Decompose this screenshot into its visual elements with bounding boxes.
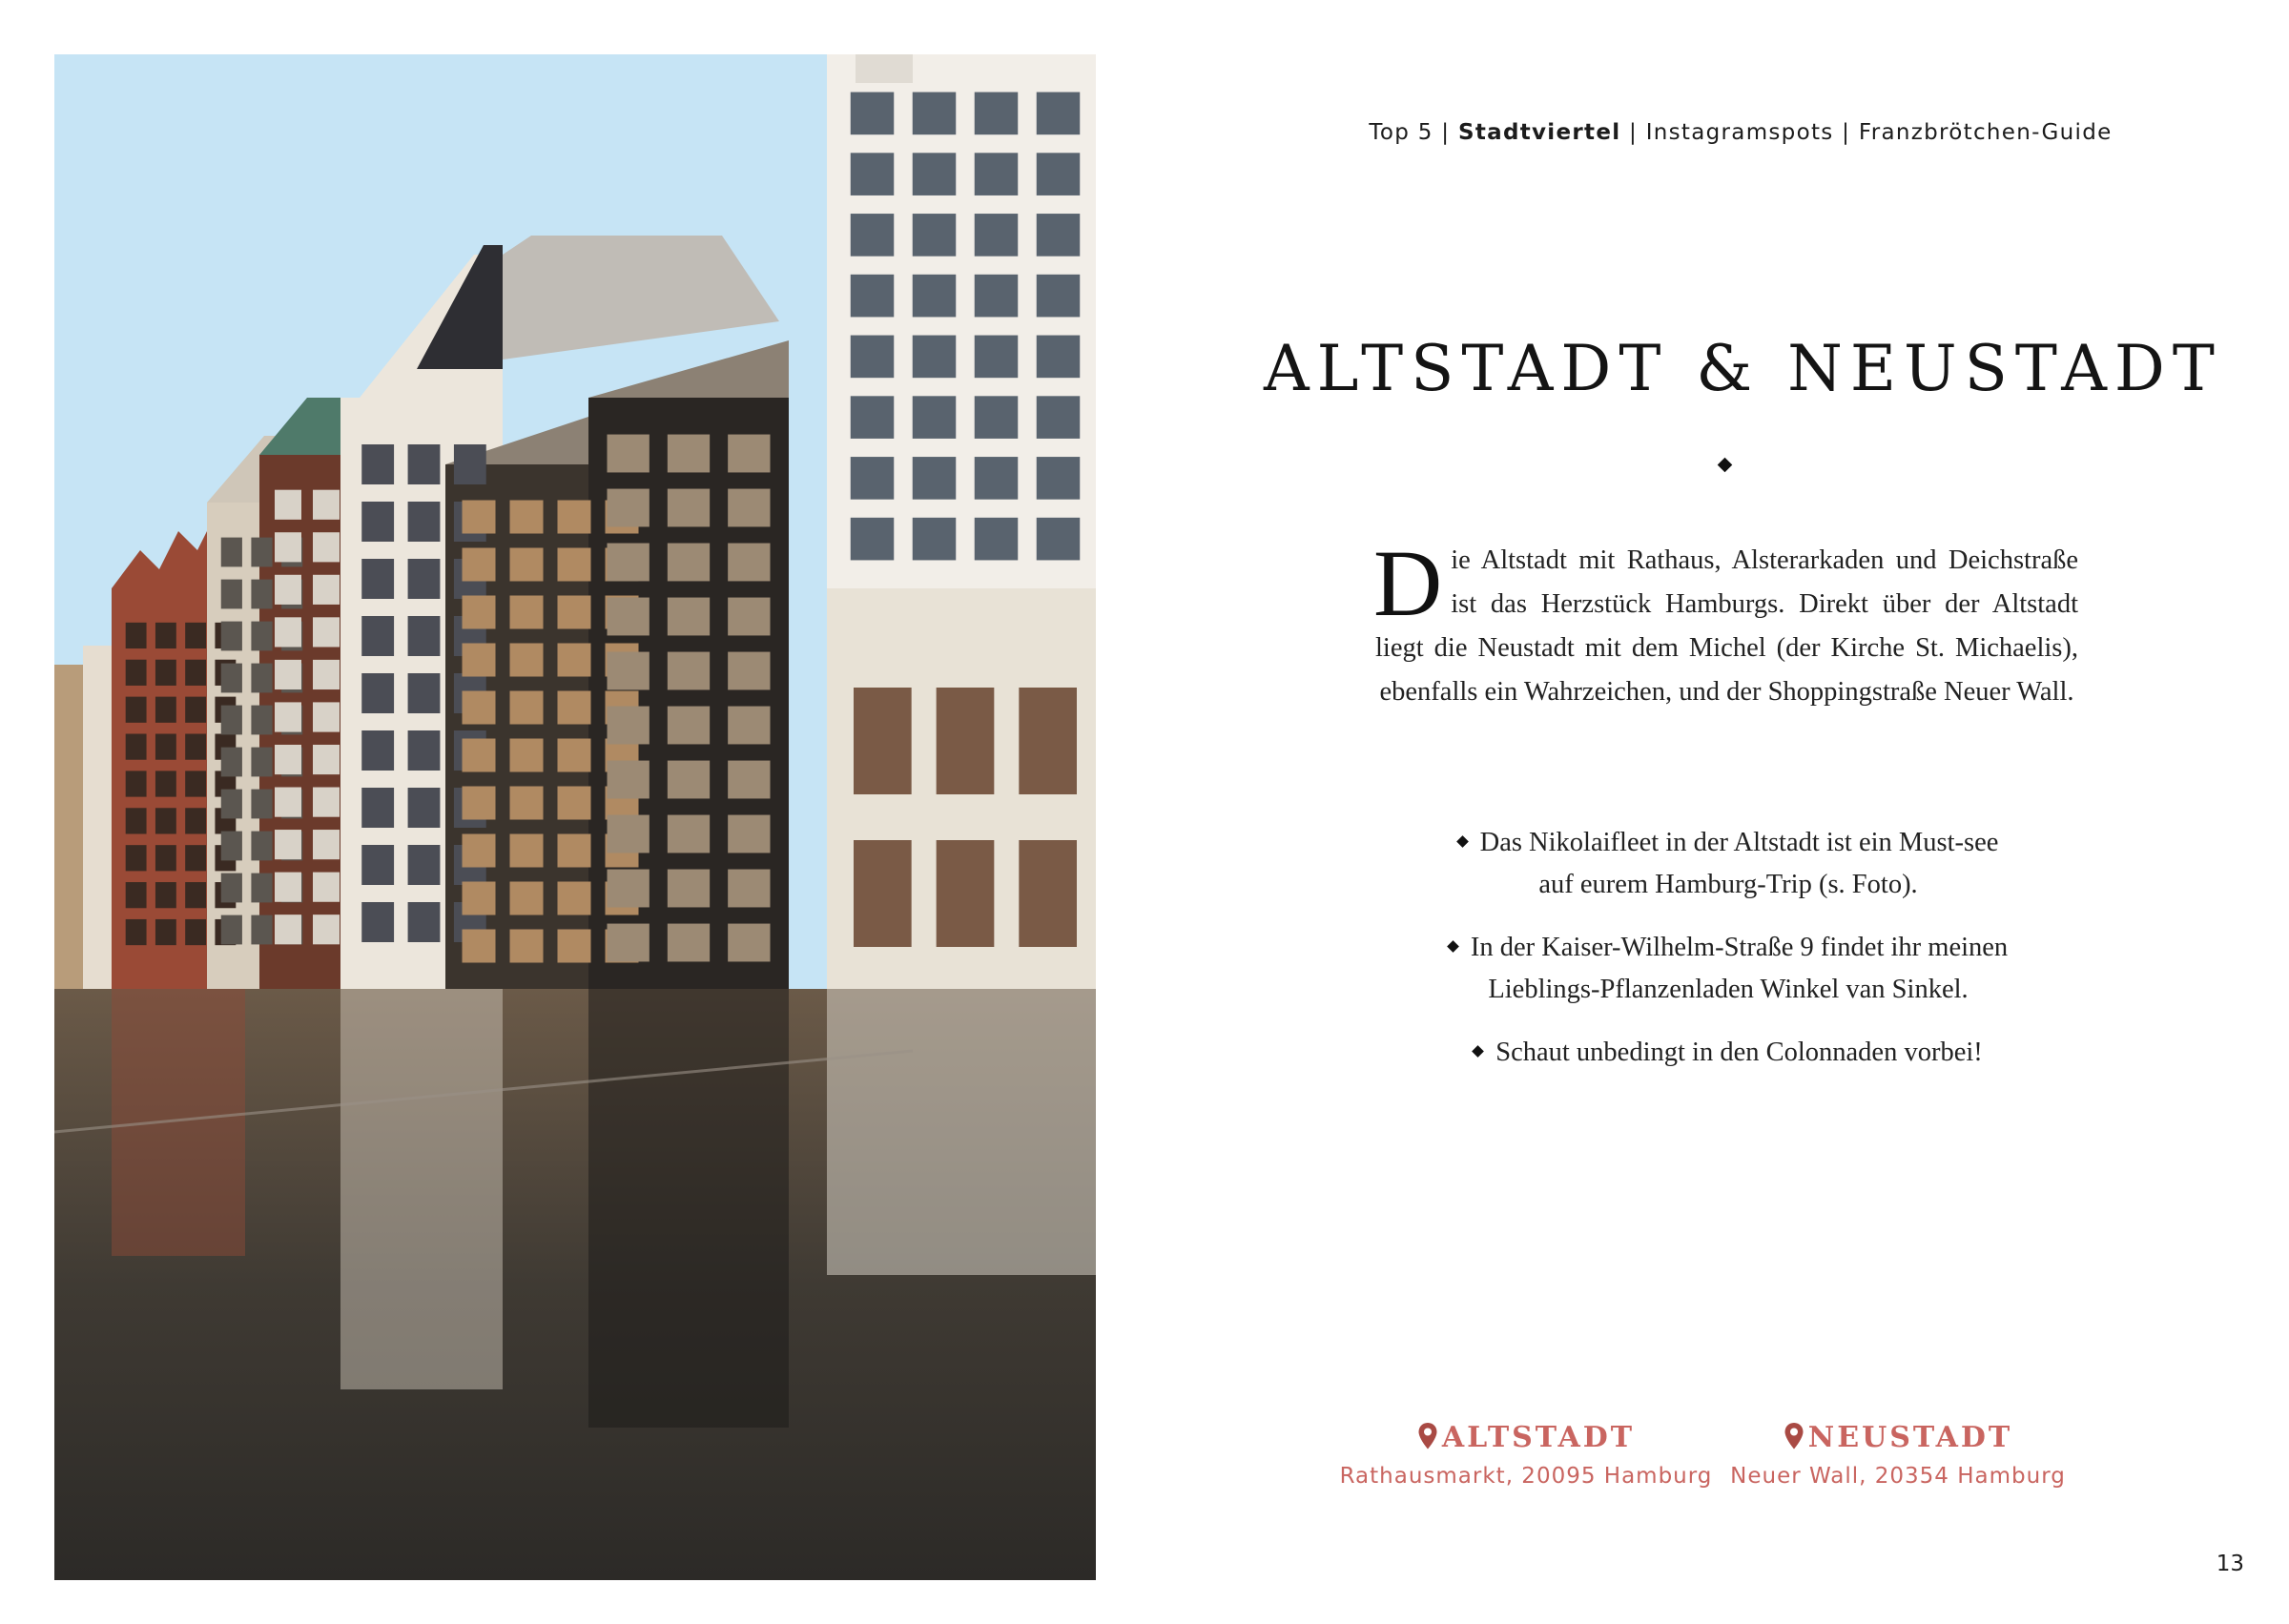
photo-window	[221, 790, 242, 819]
photo-window	[463, 882, 496, 915]
photo-window	[221, 832, 242, 861]
diamond-divider-icon	[1718, 458, 1733, 473]
photo-window	[608, 761, 650, 799]
photo-window	[608, 598, 650, 636]
photo-window	[408, 788, 441, 828]
photo-window	[668, 652, 710, 690]
photo-window	[1037, 457, 1081, 500]
drop-cap: D	[1373, 530, 1443, 636]
photo-window	[185, 623, 206, 648]
photo-window	[361, 845, 394, 885]
photo-window	[313, 532, 340, 562]
photo-window	[126, 697, 147, 723]
photo-window	[126, 882, 147, 908]
photo-window	[608, 924, 650, 962]
photo-window	[313, 617, 340, 647]
photo-window	[361, 559, 394, 599]
photo-window	[1037, 214, 1081, 257]
page-title: ALTSTADT & NEUSTADT	[1264, 332, 2222, 405]
photo-window	[155, 919, 176, 945]
photo-window	[510, 787, 544, 820]
photo-window	[851, 214, 895, 257]
photo-window	[185, 919, 206, 945]
photo-window	[313, 915, 340, 944]
canal-photo	[54, 54, 1096, 1580]
photo-window	[558, 644, 591, 677]
photo-window	[1037, 275, 1081, 318]
photo-window	[463, 548, 496, 582]
photo-window	[851, 518, 895, 561]
photo-window	[608, 707, 650, 745]
photo-window	[185, 697, 206, 723]
photo-window	[668, 707, 710, 745]
tip-line: Schaut unbedingt in den Colonnaden vorbei!	[1495, 1038, 1983, 1067]
diamond-bullet-icon	[1456, 836, 1469, 849]
map-pin-icon	[1417, 1422, 1438, 1450]
photo-window	[510, 834, 544, 868]
photo-window	[558, 548, 591, 582]
photo-window	[313, 745, 340, 774]
photo-window	[361, 788, 394, 828]
photo-window	[275, 575, 301, 605]
nav-separator: |	[1433, 120, 1458, 145]
photo-window	[313, 702, 340, 731]
photo-window	[558, 596, 591, 629]
photo-window	[1037, 396, 1081, 439]
photo-window	[126, 771, 147, 796]
photo-window	[851, 93, 895, 135]
photo-window	[155, 882, 176, 908]
photo-window	[851, 396, 895, 439]
photo-window	[728, 652, 770, 690]
location-name: ALTSTADT	[1441, 1421, 1636, 1454]
photo-window	[728, 815, 770, 853]
list-item	[1347, 1032, 2110, 1074]
photo-window	[408, 673, 441, 713]
list-item	[1347, 927, 2110, 1011]
photo-window	[275, 873, 301, 902]
photo-window	[728, 544, 770, 582]
photo-window	[558, 882, 591, 915]
photo-window	[251, 580, 272, 609]
photo-window	[155, 771, 176, 796]
photo-window	[463, 739, 496, 772]
photo-window	[251, 538, 272, 567]
photo-window	[975, 275, 1019, 318]
photo-window	[668, 761, 710, 799]
photo-window	[463, 691, 496, 725]
photo-window	[408, 730, 441, 771]
photo-window	[155, 697, 176, 723]
photo-window	[1019, 688, 1077, 794]
photo-window	[913, 214, 957, 257]
photo-window	[975, 93, 1019, 135]
photo-window	[1037, 518, 1081, 561]
photo-window	[608, 435, 650, 473]
photo-window	[185, 808, 206, 833]
section-nav	[1264, 120, 2217, 145]
photo-window	[275, 660, 301, 689]
photo-window	[185, 771, 206, 796]
photo-window	[668, 598, 710, 636]
photo-window	[408, 444, 441, 484]
photo-window	[361, 673, 394, 713]
location-neustadt	[1707, 1421, 2089, 1489]
photo-window	[558, 930, 591, 963]
photo-window	[361, 616, 394, 656]
photo-window	[913, 93, 957, 135]
nav-separator: |	[1620, 120, 1646, 145]
photo-window	[126, 919, 147, 945]
photo-window	[1019, 840, 1077, 947]
photo-window	[251, 748, 272, 777]
photo-window	[275, 702, 301, 731]
photo-window	[463, 644, 496, 677]
photo-window	[1037, 153, 1081, 195]
photo-window	[463, 930, 496, 963]
photo-window	[510, 691, 544, 725]
photo-window	[728, 870, 770, 908]
photo-window	[275, 745, 301, 774]
tip-line: auf eurem Hamburg-Trip (s. Foto).	[1538, 870, 1918, 899]
photo-window	[313, 660, 340, 689]
photo-window	[251, 790, 272, 819]
photo-window	[408, 845, 441, 885]
photo-window	[728, 489, 770, 527]
photo-window	[1037, 93, 1081, 135]
photo-window	[313, 575, 340, 605]
photo-window	[361, 730, 394, 771]
photo-window	[126, 845, 147, 871]
photo-window	[155, 660, 176, 686]
photo-window	[251, 622, 272, 651]
photo-window	[408, 616, 441, 656]
photo-window	[1037, 336, 1081, 379]
tip-line: Lieblings-Pflanzenladen Winkel van Sinkel.	[1488, 975, 1969, 1004]
photo-window	[126, 623, 147, 648]
photo-window	[408, 502, 441, 542]
nav-separator: |	[1833, 120, 1859, 145]
photo-window	[975, 457, 1019, 500]
photo-window	[913, 457, 957, 500]
location-altstadt	[1335, 1421, 1717, 1489]
photo-window	[510, 548, 544, 582]
page-number: 13	[2216, 1552, 2244, 1576]
photo-window	[913, 518, 957, 561]
photo-window	[126, 808, 147, 833]
photo-window	[251, 915, 272, 945]
photo-window	[251, 832, 272, 861]
photo-window	[221, 706, 242, 735]
photo-window	[463, 596, 496, 629]
photo-window	[408, 559, 441, 599]
diamond-bullet-icon	[1472, 1046, 1484, 1059]
location-address: Neuer Wall, 20354 Hamburg	[1730, 1464, 2066, 1489]
photo-window	[608, 815, 650, 853]
photo-window	[313, 788, 340, 817]
photo-window	[851, 336, 895, 379]
photo-window	[558, 739, 591, 772]
photo-window	[558, 787, 591, 820]
photo-window	[463, 787, 496, 820]
photo-window	[668, 815, 710, 853]
photo-window	[558, 834, 591, 868]
photo-window	[913, 396, 957, 439]
photo-window	[251, 874, 272, 903]
diamond-bullet-icon	[1447, 941, 1459, 954]
photo-window	[510, 930, 544, 963]
photo-window	[851, 275, 895, 318]
photo-window	[221, 538, 242, 567]
photo-window	[275, 788, 301, 817]
photo-window	[510, 882, 544, 915]
photo-window	[975, 336, 1019, 379]
location-address: Rathausmarkt, 20095 Hamburg	[1339, 1464, 1713, 1489]
photo-window	[668, 924, 710, 962]
photo-window	[155, 623, 176, 648]
photo-window	[251, 706, 272, 735]
photo-window	[221, 664, 242, 693]
photo-window	[728, 924, 770, 962]
photo-window	[668, 435, 710, 473]
nav-item-top5: Top 5	[1369, 120, 1433, 145]
photo-window	[937, 840, 995, 947]
photo-window	[728, 598, 770, 636]
photo-window	[937, 688, 995, 794]
photo-window	[510, 501, 544, 534]
tips-list	[1347, 822, 2110, 1095]
photo-window	[185, 845, 206, 871]
intro-paragraph	[1373, 530, 2078, 714]
photo-window	[851, 457, 895, 500]
photo-window	[975, 396, 1019, 439]
intro-text: ie Altstadt mit Rathaus, Alsterarkaden und Deichstraße ist das Herzstück Hamburgs. Direkt über der Altstadt liegt die Neustadt mit dem Michel (der Kirche St. Michaelis), ebenfalls ein Wahrzeichen, und der Shoppingstraße Neuer Wall.	[1375, 545, 2078, 707]
photo-window	[608, 652, 650, 690]
photo-window	[558, 691, 591, 725]
photo-window	[155, 808, 176, 833]
photo-window	[185, 882, 206, 908]
map-pin-icon	[1784, 1422, 1804, 1450]
photo-window	[510, 596, 544, 629]
photo-window	[975, 214, 1019, 257]
photo-window	[728, 435, 770, 473]
photo-window	[728, 707, 770, 745]
photo-window	[361, 502, 394, 542]
photo-window	[275, 490, 301, 520]
photo-window	[608, 870, 650, 908]
photo-window	[851, 153, 895, 195]
photo-window	[221, 580, 242, 609]
photo-window	[668, 870, 710, 908]
location-name: NEUSTADT	[1807, 1421, 2013, 1454]
photo-window	[155, 734, 176, 760]
tip-line: In der Kaiser-Wilhelm-Straße 9 findet ihr meinen	[1470, 933, 2009, 962]
photo-window	[608, 489, 650, 527]
tip-line: Das Nikolaifleet in der Altstadt ist ein Must-see	[1479, 828, 1999, 857]
photo-window	[408, 902, 441, 942]
photo-window	[510, 644, 544, 677]
photo-window	[558, 501, 591, 534]
photo-window	[510, 739, 544, 772]
photo-window	[275, 617, 301, 647]
photo-window	[185, 734, 206, 760]
photo-window	[221, 748, 242, 777]
photo-window	[275, 830, 301, 859]
photo-window	[975, 518, 1019, 561]
photo-window	[275, 915, 301, 944]
nav-item-stadtviertel: Stadtviertel	[1457, 120, 1621, 145]
nav-item-instagramspots: Instagramspots	[1645, 120, 1834, 145]
photo-window	[251, 664, 272, 693]
photo-window	[313, 490, 340, 520]
photo-window	[313, 830, 340, 859]
list-item	[1347, 822, 2110, 906]
photo-window	[608, 544, 650, 582]
photo-window	[854, 688, 912, 794]
photo-window	[313, 873, 340, 902]
photo-window	[155, 845, 176, 871]
photo-window	[913, 275, 957, 318]
photo-window	[463, 501, 496, 534]
photo-window	[728, 761, 770, 799]
canal-photo-illustration	[54, 54, 1096, 1580]
photo-window	[913, 153, 957, 195]
photo-window	[221, 622, 242, 651]
photo-window	[975, 153, 1019, 195]
photo-window	[275, 532, 301, 562]
photo-window	[668, 489, 710, 527]
photo-window	[668, 544, 710, 582]
photo-window	[361, 902, 394, 942]
photo-window	[913, 336, 957, 379]
photo-window	[126, 660, 147, 686]
photo-window	[454, 444, 486, 484]
nav-item-franzbroetchen-guide: Franzbrötchen-Guide	[1858, 120, 2113, 145]
photo-window	[221, 874, 242, 903]
photo-window	[463, 834, 496, 868]
photo-window	[185, 660, 206, 686]
photo-window	[126, 734, 147, 760]
photo-window	[361, 444, 394, 484]
photo-window	[854, 840, 912, 947]
photo-window	[221, 915, 242, 945]
